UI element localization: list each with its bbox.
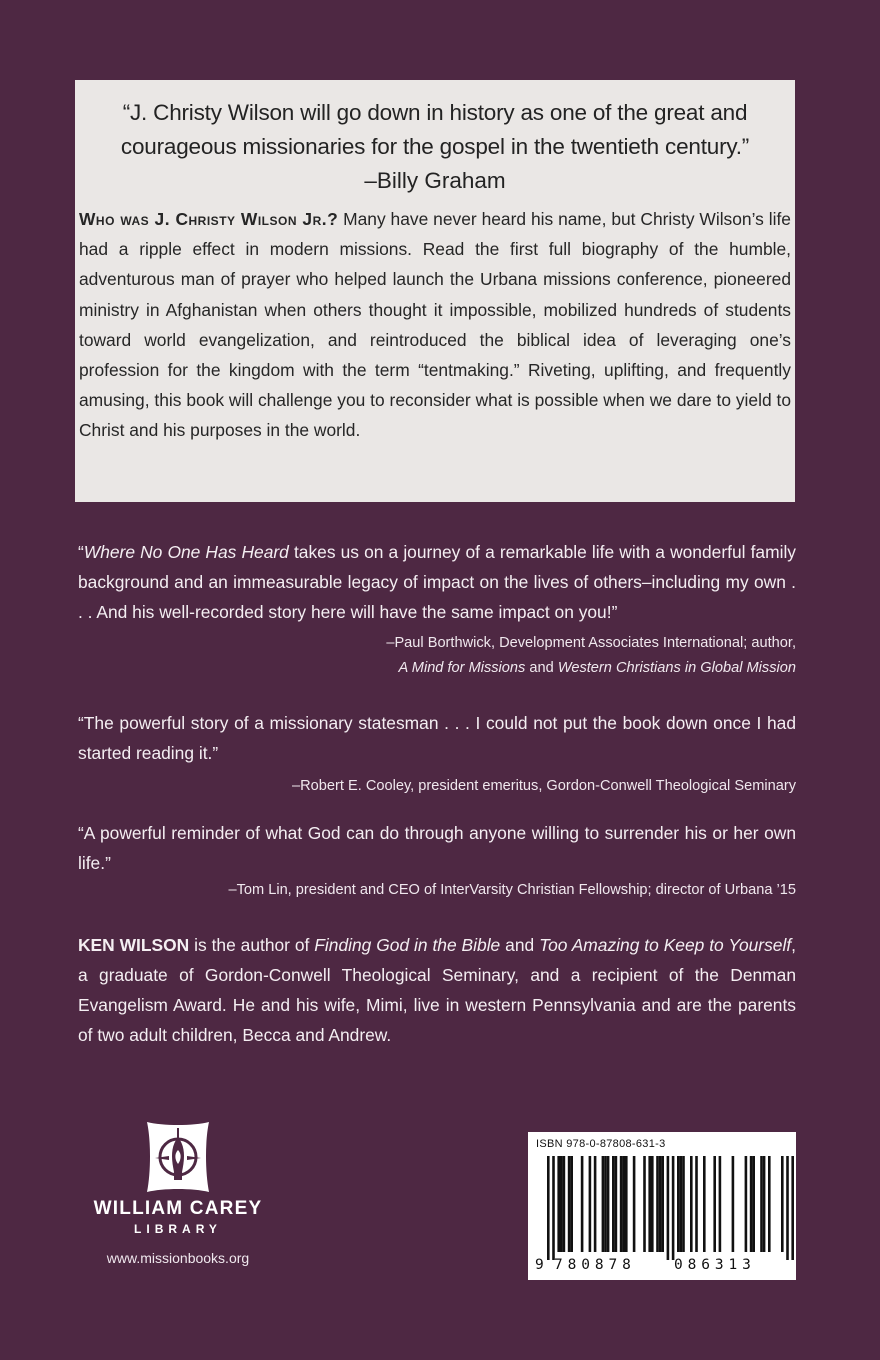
barcode-bars (528, 1156, 796, 1260)
barcode-bar (760, 1156, 763, 1252)
barcode-bar (690, 1156, 693, 1252)
description-panel (75, 80, 795, 502)
barcode-bar (625, 1156, 628, 1252)
barcode-bar (703, 1156, 706, 1252)
barcode-bar (719, 1156, 722, 1252)
publisher-subname: LIBRARY (134, 1222, 222, 1236)
endorsement-attribution: –Paul Borthwick, Development Associates International; author, (386, 635, 796, 651)
barcode-bar (602, 1156, 605, 1252)
barcode-bar (651, 1156, 654, 1252)
endorsement-borthwick (78, 537, 796, 681)
endorsement-body: takes us on a journey of a remarkable life with a wonderful family background and an immeasurable legacy of impact on the lives of others–including my own . . . And his well-recorded story here will have the same impact on you!” (78, 542, 796, 622)
barcode-bar (677, 1156, 680, 1252)
barcode-right-group: 086313 (674, 1257, 756, 1273)
barcode-bar (560, 1156, 563, 1252)
endorsement-cooley (78, 708, 796, 799)
endorsement-attribution-books (78, 656, 796, 681)
barcode-bar (581, 1156, 584, 1252)
endorsement-attribution: –Tom Lin, president and CEO of InterVarsity Christian Fellowship; director of Urbana ’15 (228, 882, 796, 898)
endorsement-text: “The powerful story of a missionary statesman . . . I could not put the book down once I had started reading it.” (78, 713, 796, 763)
description-lead-in: Who was J. Christy Wilson Jr.? (79, 209, 339, 229)
barcode-bar (622, 1156, 625, 1252)
barcode-bar (612, 1156, 615, 1252)
barcode-bar (643, 1156, 646, 1252)
barcode-bar (604, 1156, 607, 1252)
barcode-bar (659, 1156, 662, 1252)
barcode-bar (713, 1156, 716, 1252)
barcode-bar (680, 1156, 683, 1252)
barcode-bar (552, 1156, 555, 1260)
barcode-bar (763, 1156, 766, 1252)
barcode-left-group: 780878 (554, 1257, 636, 1273)
barcode-bar (620, 1156, 623, 1252)
publisher-logo (78, 1120, 278, 1266)
barcode-bar (589, 1156, 592, 1252)
barcode-bar (568, 1156, 571, 1252)
william-carey-emblem-icon (141, 1120, 215, 1196)
book-description (79, 204, 791, 446)
barcode-bar (557, 1156, 560, 1252)
barcode-bar (667, 1156, 670, 1260)
endorsement-lin (78, 818, 796, 903)
barcode-bar (786, 1156, 789, 1260)
barcode-bar (768, 1156, 771, 1252)
endorsement-text (78, 537, 796, 627)
conjunction: and (500, 935, 540, 955)
bio-text: , a graduate of Gordon-Conwell Theological Seminary, and a recipient of the Denman Evangelism Award. He and his wife, Mimi, live in western Pennsylvania and are the parents of two adult children, Becca and Andrew. (78, 935, 796, 1045)
open-quote: “ (78, 542, 84, 562)
barcode-bar (752, 1156, 755, 1252)
barcode-bar (682, 1156, 685, 1252)
book-title-italic: Where No One Has Heard (83, 542, 289, 562)
barcode-bar (563, 1156, 566, 1252)
endorsement-text: “A powerful reminder of what God can do through anyone willing to surrender his or her own life.” (78, 823, 796, 873)
author-name: KEN WILSON (78, 935, 190, 955)
barcode-bar (695, 1156, 698, 1252)
endorsement-attribution: –Robert E. Cooley, president emeritus, Gordon-Conwell Theological Seminary (292, 778, 796, 794)
book-title-italic: Western Christians in Global Mission (557, 660, 796, 676)
barcode-first-digit: 9 (535, 1257, 544, 1273)
barcode-bar (615, 1156, 618, 1252)
bio-text: is the author of (189, 935, 315, 955)
barcode-bar (672, 1156, 675, 1260)
description-body: Many have never heard his name, but Christy Wilson’s life had a ripple effect in modern missions. Read the first full biography of the humble, adventurous man of prayer who helped launch the Urbana missions conference, pioneered ministry in Afghanistan when others thought it impossible, mobilized hundreds of students toward world evangelization, and reintroduced the biblical idea of leveraging one’s profession for the kingdom with the term “tentmaking.” Riveting, uplifting, and frequently amusing, this book will challenge you to reconsider what is possible when we dare to yield to Christ and his purposes in the world. (79, 209, 791, 441)
lead-endorsement-quote: “J. Christy Wilson will go down in history as one of the great and courageous missionaries for the gospel in the twentieth century.” (120, 100, 750, 159)
barcode-bar (547, 1156, 550, 1260)
barcode-bar (745, 1156, 748, 1252)
author-bio (78, 930, 796, 1050)
barcode-bar (570, 1156, 573, 1252)
isbn-barcode (528, 1132, 796, 1280)
barcode-bar (750, 1156, 753, 1252)
book-title-italic: A Mind for Missions (398, 660, 526, 676)
barcode-bar (791, 1156, 794, 1260)
publisher-url: www.missionbooks.org (106, 1250, 250, 1266)
barcode-bar (732, 1156, 735, 1252)
barcode-bar (594, 1156, 597, 1252)
barcode-bar (648, 1156, 651, 1252)
conjunction: and (525, 660, 558, 676)
lead-endorsement-attribution: –Billy Graham (364, 168, 506, 193)
barcode-bar (781, 1156, 784, 1252)
publisher-name: WILLIAM CAREY (93, 1198, 263, 1219)
isbn-label: ISBN 978-0-87808-631-3 (536, 1138, 666, 1150)
book-title-italic: Finding God in the Bible (314, 935, 501, 955)
barcode-bar (633, 1156, 636, 1252)
barcode-bar (661, 1156, 664, 1252)
barcode-bar (656, 1156, 659, 1252)
barcode-bar (607, 1156, 610, 1252)
book-title-italic: Too Amazing to Keep to Yourself (539, 935, 792, 955)
